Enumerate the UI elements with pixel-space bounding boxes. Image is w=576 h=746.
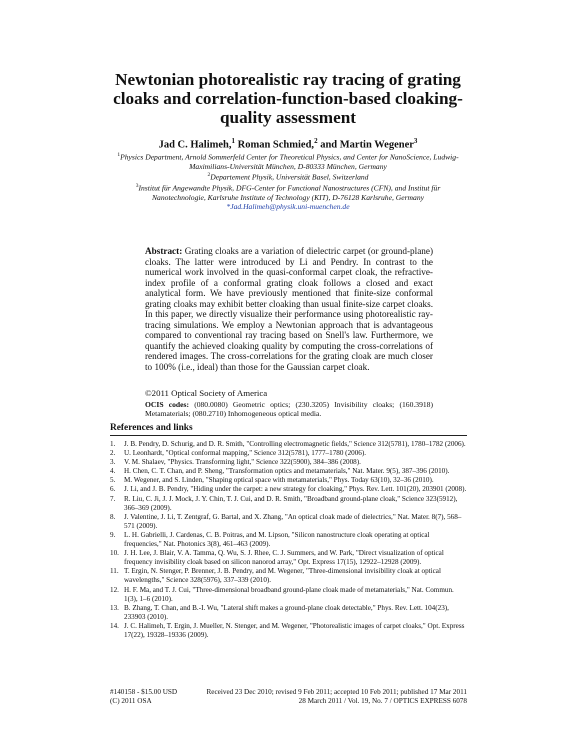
reference-item: 7. R. Liu, C. Ji, J. J. Mock, J. Y. Chin, T. J. Cui, and D. R. Smith, "Broadband ground-plane cloak," Science 323(5912), 366–369 (2009). (110, 494, 458, 512)
reference-item: 3. V. M. Shalaev, "Physics. Transforming light," Science 322(5900), 384–386 (2008). (110, 458, 361, 467)
footer-row (110, 688, 467, 697)
ocis-codes (145, 400, 433, 418)
abstract-text: Grating cloaks are a variation of dielectric carpet (or ground-plane) cloaks. The latter were introduced by Li and Pendry. In contrast to the numerical work involved in the quasi-conformal carpet cloak, the refractive-index profile of a conformal grating cloak follows a closed and exact analytical form. We have previously mentioned that finite-size conformal grating cloaks may exhibit better cloaking than usual finite-size carpet cloaks. In this paper, we directly visualize their performance using photorealistic ray-tracing simulations. We employ a Newtonian approach that is advantageous compared to conventional ray tracing based on Snell's law. Furthermore, we quantify the achieved cloaking quality by computing the cross-correlations of rendered images. The cross-correlations for the grating cloak are much closer to 100% (i.e., ideal) than those for the Gaussian carpet cloak. (145, 246, 434, 373)
copyright-notice: ©2011 Optical Society of America (145, 388, 268, 398)
reference-item: 11. T. Ergin, N. Stenger, P. Brenner, J. B. Pendry, and M. Wegener, "Three-dimensional invisibility cloak at optical wavelengths," Science 328(5976), 337–339 (2010). (110, 567, 441, 585)
footer-copyright: (C) 2011 OSA (110, 697, 152, 706)
reference-item: 5. M. Wegener, and S. Linden, "Shaping optical space with metamaterials," Phys. Today 63(10), 32–36 (2010). (110, 476, 434, 485)
reference-item: 2. U. Leonhardt, "Optical conformal mapping," Science 312(5781), 1777–1780 (2006). (110, 449, 367, 458)
author-affiliation-marker: 3 (413, 137, 418, 145)
reference-item: 14. J. C. Halimeh, T. Ergin, J. Mueller, N. Stenger, and M. Wegener, "Photorealistic images of carpet cloaks," Opt. Express 17(22), 19328–19336 (2009). (110, 621, 465, 639)
reference-item: 13. B. Zhang, T. Chan, and B.-I. Wu, "Lateral shift makes a ground-plane cloak detectable," Phys. Rev. Lett. 104(23), 233903 (2010). (110, 603, 449, 621)
references-heading: References and links (110, 423, 193, 433)
affiliation: $^1$Physics Department, Arnold Sommerfeld Center for Theoretical Physics, and Center for NanoScience, Ludwig-Maximilians-Universität München, D-80333 München, Germany (117, 152, 459, 171)
ocis-text: (080.0080) Geometric optics; (230.3205) Invisibility cloaks; (160.3918) Metamaterials; (080.2710) Inhomogeneous optical media. (145, 400, 433, 419)
author-affiliation-marker: 1 (231, 137, 235, 145)
reference-list (110, 440, 467, 640)
contact-email-link[interactable]: *Jad.Halimeh@physik.uni-muenchen.de (226, 202, 350, 212)
reference-item: 12. H. F. Ma, and T. J. Cui, "Three-dimensional broadband ground-plane cloak made of metamaterials," Nat. Commun. 1(3), 1–6 (2010). (110, 585, 454, 603)
author-affiliation-marker: 2 (314, 137, 318, 145)
footer-journal-info: 28 March 2011 / Vol. 19, No. 7 / OPTICS EXPRESS 6078 (298, 697, 467, 706)
paper-title: Newtonian photorealistic ray tracing of grating cloaks and correlation-function-based cloaking-quality assessment (113, 70, 463, 127)
author-name: and Martin Wegener (320, 139, 414, 151)
reference-item: 9. L. H. Gabrielli, J. Cardenas, C. B. Poitras, and M. Lipson, "Silicon nanostructure cloak operating at optical frequencies," Nat. Photonics 3(8), 461–463 (2009). (110, 530, 430, 549)
reference-item: 4. H. Chen, C. T. Chan, and P. Sheng, "Transformation optics and metamaterials," Nat. Mater. 9(5), 387–396 (2010). (110, 467, 450, 476)
affiliations (110, 151, 466, 211)
footer-manuscript-id: #140158 - $15.00 USD (110, 688, 178, 696)
author-name: Jad C. Halimeh, (158, 139, 232, 151)
abstract (145, 246, 433, 373)
ocis-label: OCIS codes: (145, 400, 189, 409)
reference-item: 8. J. Valentine, J. Li, T. Zentgraf, G. Bartal, and X. Zhang, "An optical cloak made of dielectrics," Nat. Mater. 8(7), 568–571 (2009). (110, 512, 462, 530)
references-divider (110, 435, 467, 436)
footer-dates: Received 23 Dec 2010; revised 9 Feb 2011; accepted 10 Feb 2011; published 17 Mar 2011 (206, 688, 467, 696)
author-name: Roman Schmied, (237, 139, 315, 151)
author-list (60, 135, 516, 152)
reference-item: 1. J. B. Pendry, D. Schurig, and D. R. Smith, "Controlling electromagnetic fields," Science 312(5781), 1780–1782 (2006). (110, 440, 466, 448)
abstract-label: Abstract: (145, 246, 183, 256)
reference-item: 10. J. H. Lee, J. Blair, V. A. Tamma, Q. Wu, S. J. Rhee, C. J. Summers, and W. Park, "Direct visualization of optical frequency invisibility cloak based on silicon nanorod array," Opt. Express 17(15), 12922–12928 (2009). (110, 549, 444, 567)
affiliation: $^2$Departement Physik, Universität Basel, Switzerland (207, 172, 369, 182)
page-footer (110, 688, 467, 707)
affiliation: $^3$Institut für Angewandte Physik, DFG-Center for Functional Nanostructures (CFN), and Institut für Nanotechnologie, Karlsruhe Institute of Technology (KIT), D-76128 Karlsruhe, Germany (135, 182, 441, 202)
reference-item: 6. J. Li, and J. B. Pendry, "Hiding under the carpet: a new strategy for cloaking," Phys. Rev. Lett. 101(20), 203901 (2008). (110, 485, 467, 494)
footer-row (110, 697, 467, 706)
